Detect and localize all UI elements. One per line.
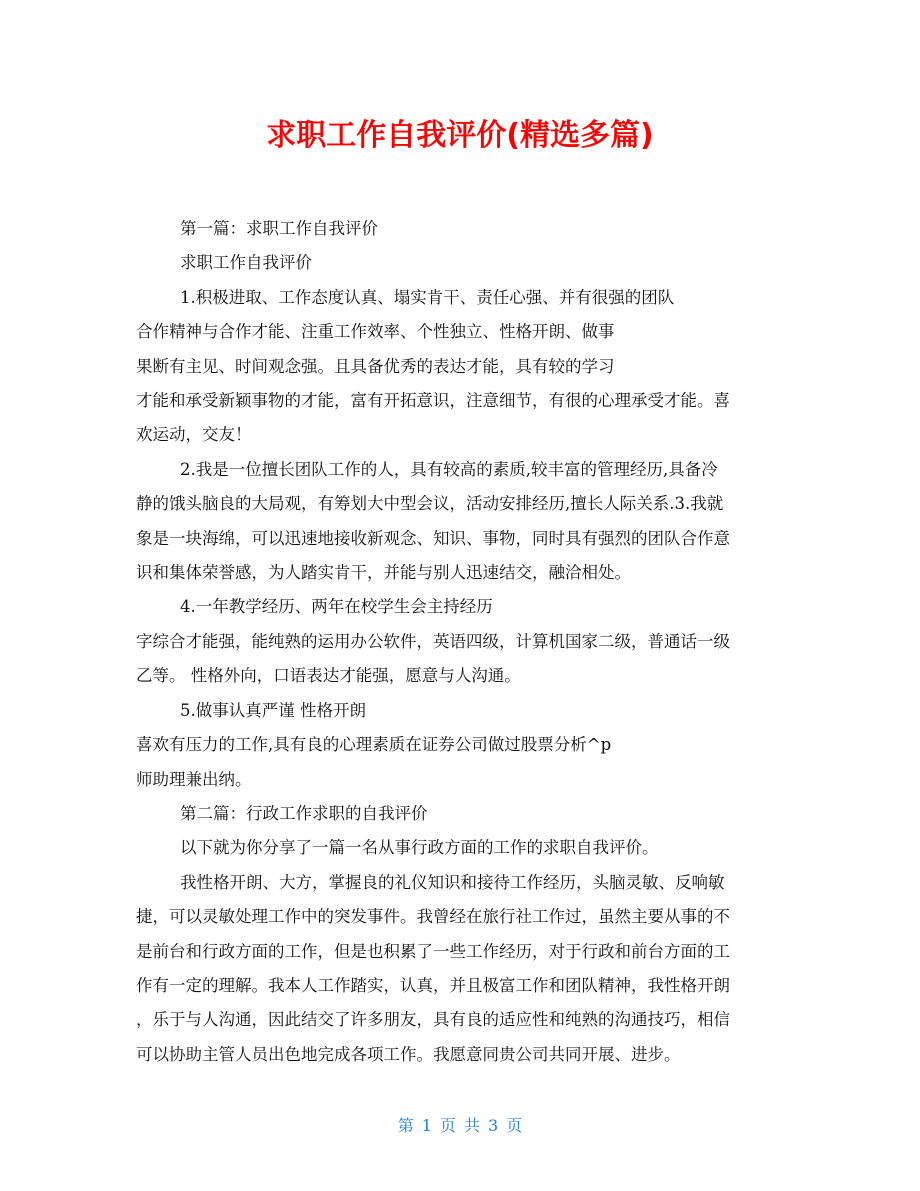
body-line: 静的饿头脑良的大局观，有筹划大中型会议，活动安排经历,擅长人际关系.3.我就 <box>136 494 724 514</box>
body-line: 以下就为你分享了一篇一名从事行政方面的工作的求职自我评价。 <box>180 838 659 858</box>
body-line: 第一篇：求职工作自我评价 <box>180 219 378 238</box>
footer-total-pages: 3 <box>488 1116 499 1135</box>
body-line: 喜欢有压力的工作,具有良的心理素质在证券公司做过股票分析^p <box>136 735 612 755</box>
body-line: 是前台和行政方面的工作，但是也积累了一些工作经历，对于行政和前台方面的工 <box>136 941 730 961</box>
body-line: 求职工作自我评价 <box>180 253 312 273</box>
body-line: 可以协助主管人员出色地完成各项工作。我愿意同贵公司共同开展、进步。 <box>136 1044 681 1064</box>
page-footer <box>0 1112 920 1140</box>
body-line: 欢运动，交友！ <box>136 425 252 445</box>
document-body <box>136 212 788 1072</box>
footer-total-word: 共 <box>464 1116 481 1135</box>
body-line: 第二篇：行政工作求职的自我评价 <box>180 803 428 823</box>
body-line: 果断有主见、时间观念强。且具备优秀的表达才能，具有较的学习 <box>136 356 615 376</box>
body-line: 2.我是一位擅长团队工作的人，具有较高的素质,较丰富的管理经历,具备冷 <box>180 459 718 479</box>
body-line: 师助理兼出纳。 <box>136 769 252 789</box>
body-line: 我性格开朗、大方，掌握良的礼仪知识和接待工作经历，头脑灵敏、反响敏 <box>180 872 725 892</box>
footer-page-unit: 页 <box>439 1116 456 1135</box>
footer-total-unit: 页 <box>506 1116 523 1135</box>
body-line: 合作精神与合作才能、注重工作效率、个性独立、性格开朗、做事 <box>136 322 615 342</box>
body-line: 乙等。 性格外向，口语表达才能强，愿意与人沟通。 <box>136 666 521 686</box>
body-line: 识和集体荣誉感，为人踏实肯干，并能与别人迅速结交，融洽相处。 <box>136 563 631 583</box>
body-line: 捷，可以灵敏处理工作中的突发事件。我曾经在旅行社工作过，虽然主要从事的不 <box>136 907 730 927</box>
body-line: 1.积极进取、工作态度认真、塌实肯干、责任心强、并有很强的团队 <box>180 287 675 307</box>
body-line: 才能和承受新颖事物的才能，富有开拓意识，注意细节，有很的心理承受才能。喜 <box>136 391 730 411</box>
body-line: 字综合才能强，能纯熟的运用办公软件，英语四级，计算机国家二级，普通话一级 <box>136 631 730 651</box>
footer-current-page: 1 <box>421 1116 432 1135</box>
footer-page-word: 第 <box>397 1116 414 1135</box>
body-line: ，乐于与人沟通，因此结交了许多朋友，具有良的适应性和纯熟的沟通技巧，相信 <box>136 1010 730 1030</box>
body-line: 4.一年教学经历、两年在校学生会主持经历 <box>180 597 493 617</box>
body-line: 作有一定的理解。我本人工作踏实，认真，并且极富工作和团队精神，我性格开朗 <box>136 975 730 995</box>
body-line: 象是一块海绵，可以迅速地接收新观念、知识、事物，同时具有强烈的团队合作意 <box>136 528 730 548</box>
document-title: 求职工作自我评价(精选多篇) <box>266 118 654 153</box>
body-line: 5.做事认真严谨 性格开朗 <box>180 700 366 720</box>
